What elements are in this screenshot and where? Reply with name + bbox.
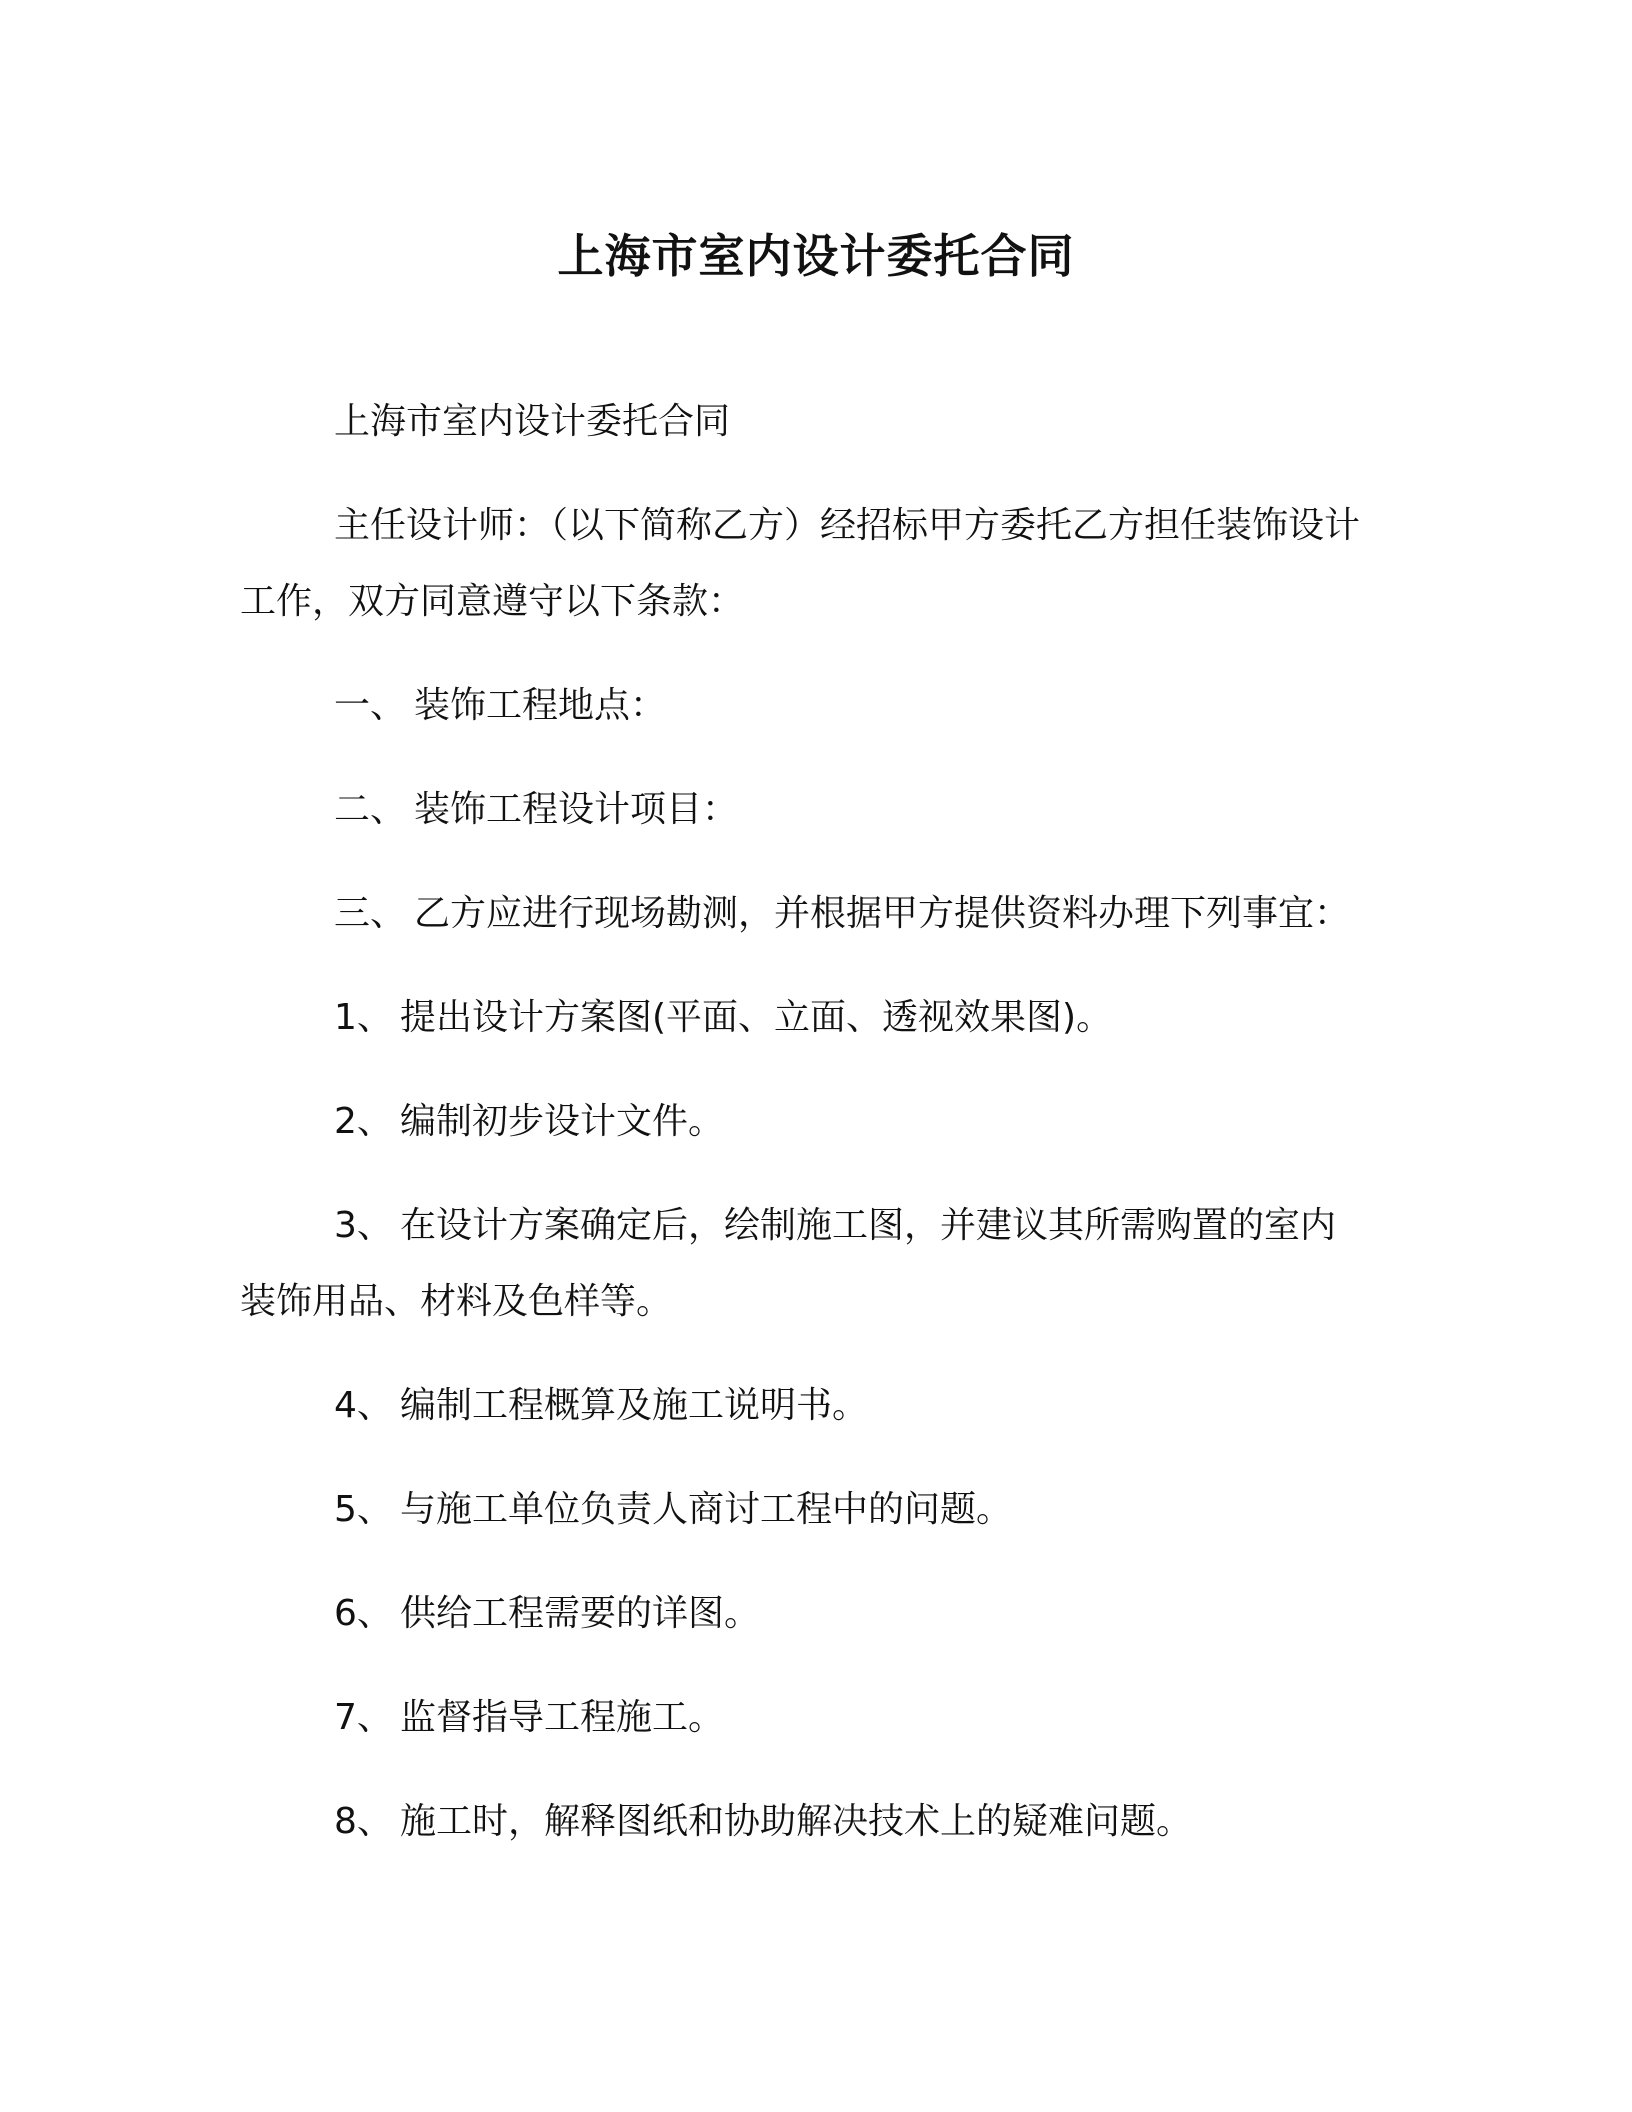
list-item [334, 1382, 868, 1430]
section-item [334, 682, 666, 730]
document-subtitle: 上海市室内设计委托合同 [334, 401, 731, 442]
list-item-marker: 3、 [334, 1205, 393, 1246]
list-item-text: 提出设计方案图(平面、立面、透视效果图)。 [400, 997, 1113, 1038]
list-item-marker: 1、 [334, 997, 393, 1038]
list-item-text: 编制初步设计文件。 [400, 1101, 725, 1142]
list-item-text: 与施工单位负责人商讨工程中的问题。 [400, 1489, 1013, 1530]
list-item [334, 1098, 724, 1146]
section-text: 装饰工程设计项目： [414, 789, 739, 830]
list-item [334, 1694, 724, 1742]
section-text: 乙方应进行现场勘测，并根据甲方提供资料办理下列事宜： [414, 893, 1351, 934]
section-item [334, 786, 738, 834]
list-item-text: 供给工程需要的详图。 [400, 1593, 761, 1634]
list-item-text: 施工时，解释图纸和协助解决技术上的疑难问题。 [400, 1801, 1193, 1842]
list-item [334, 994, 1112, 1042]
list-item-text: 编制工程概算及施工说明书。 [400, 1385, 869, 1426]
list-item [334, 1590, 760, 1638]
section-marker: 二、 [334, 789, 407, 830]
section-item [334, 890, 1350, 938]
list-item-marker: 8、 [334, 1801, 393, 1842]
list-item-marker: 5、 [334, 1489, 393, 1530]
list-item-text: 监督指导工程施工。 [400, 1697, 725, 1738]
list-item-marker: 2、 [334, 1101, 393, 1142]
intro-paragraph-line-2: 工作，双方同意遵守以下条款： [240, 581, 745, 622]
list-item-text: 在设计方案确定后，绘制施工图，并建议其所需购置的室内 [400, 1205, 1337, 1246]
document-title: 上海市室内设计委托合同 [557, 229, 1075, 283]
list-item-marker: 6、 [334, 1593, 393, 1634]
section-marker: 一、 [334, 685, 407, 726]
list-item [334, 1202, 1336, 1250]
list-item-continuation: 装饰用品、材料及色样等。 [240, 1281, 673, 1322]
list-item [334, 1486, 1012, 1534]
list-item-marker: 4、 [334, 1385, 393, 1426]
list-item-marker: 7、 [334, 1697, 393, 1738]
list-item [334, 1798, 1192, 1846]
section-text: 装饰工程地点： [414, 685, 667, 726]
section-marker: 三、 [334, 893, 407, 934]
intro-paragraph-line-1: 主任设计师：（以下简称乙方）经招标甲方委托乙方担任装饰设计 [334, 505, 1361, 546]
